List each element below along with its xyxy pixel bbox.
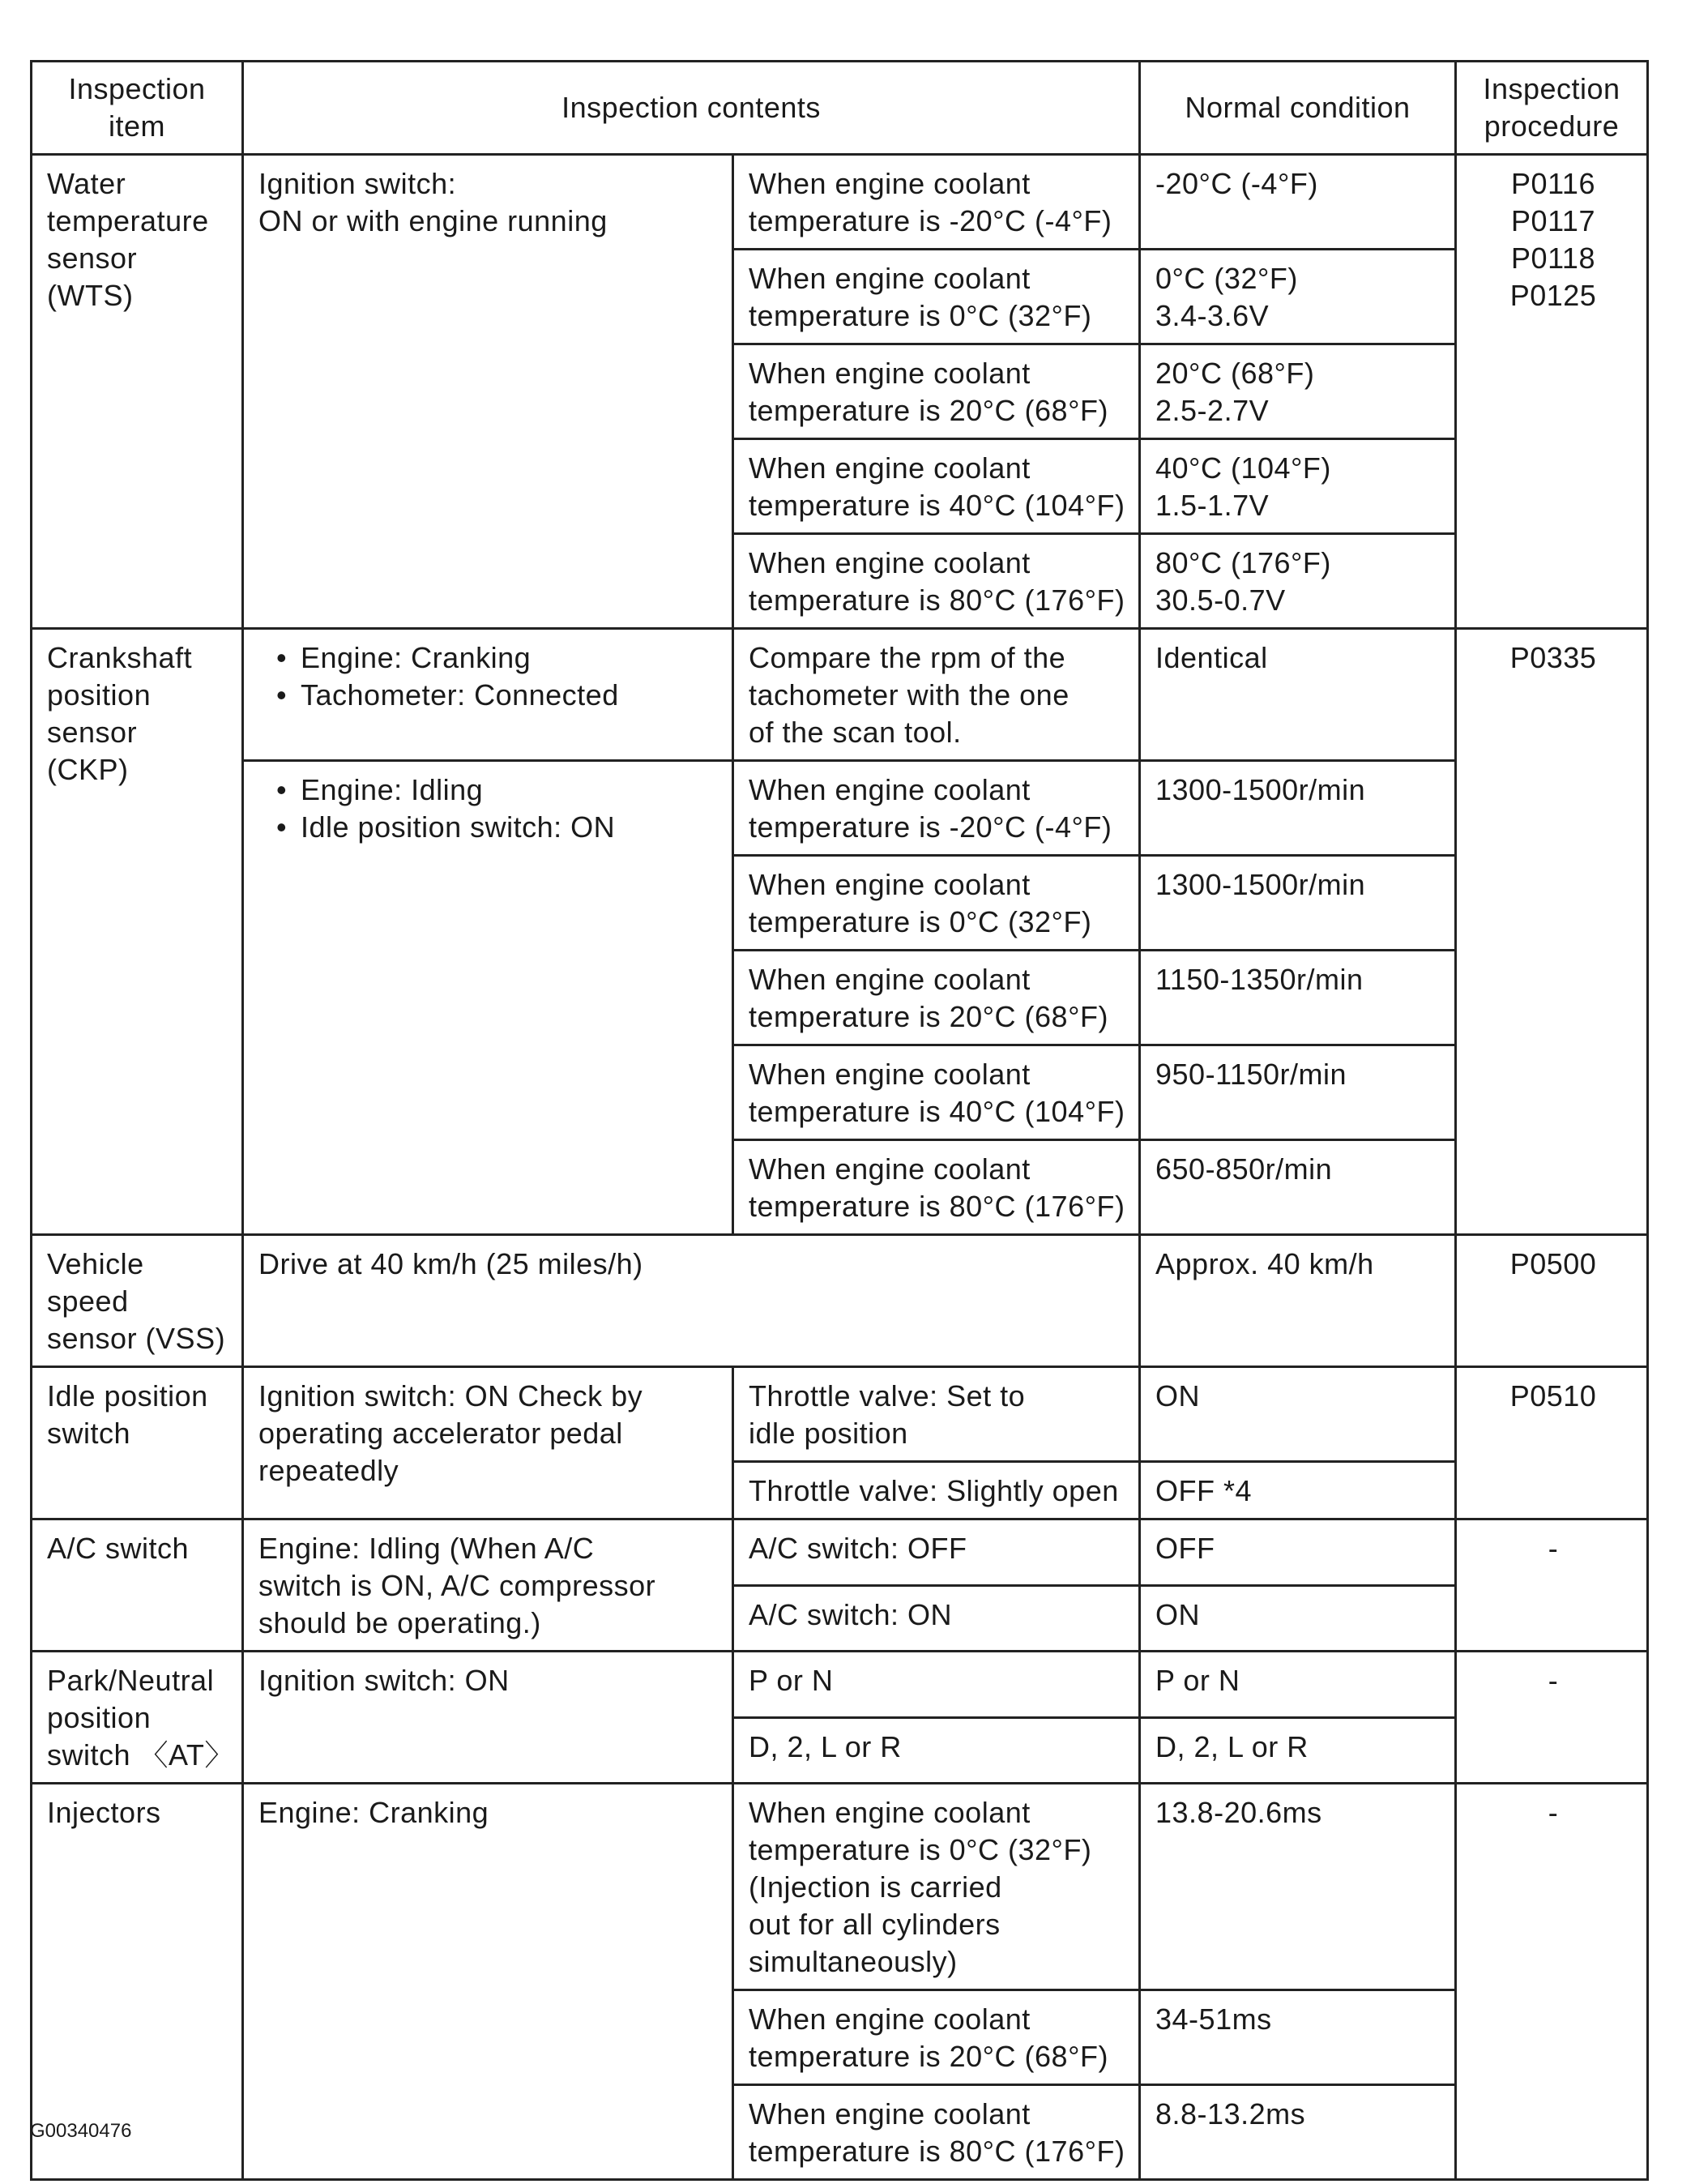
procedure-code: P0125 — [1509, 279, 1597, 312]
condition-cell: A/C switch: OFF — [733, 1519, 1140, 1586]
table-row — [32, 761, 1648, 856]
item-line: temperature — [47, 204, 209, 237]
item-line: Idle position — [47, 1379, 208, 1413]
header-item-line: Inspection — [68, 72, 206, 105]
contents-cell-ckp-cranking — [243, 629, 733, 761]
inspection-table — [30, 60, 1649, 2181]
procedure-cell-ckp: P0335 — [1456, 629, 1648, 1235]
normal-line: -20°C (-4°F) — [1155, 167, 1318, 200]
normal-cell: 950-1150r/min — [1140, 1045, 1456, 1140]
normal-cell: 1300-1500r/min — [1140, 856, 1456, 951]
header-item-line: item — [108, 109, 165, 143]
contents-cell-vss: Drive at 40 km/h (25 miles/h) — [243, 1235, 1140, 1367]
condition-line: When engine coolant — [749, 1796, 1031, 1829]
bullet-item: • Engine: Idling — [276, 771, 720, 809]
condition-line: Throttle valve: Set to — [749, 1379, 1026, 1413]
condition-line: When engine coolant — [749, 167, 1031, 200]
procedure-cell-injectors: - — [1456, 1784, 1648, 2180]
table-row — [32, 629, 1648, 761]
condition-line: temperature is 20°C (68°F) — [749, 1000, 1108, 1033]
condition-line: tachometer with the one — [749, 678, 1070, 712]
item-cell-pn — [32, 1652, 243, 1784]
item-line: switch — [47, 1417, 131, 1450]
condition-cell — [733, 1784, 1140, 1990]
item-line: (WTS) — [47, 279, 134, 312]
contents-line: repeatedly — [258, 1454, 399, 1487]
condition-cell — [733, 856, 1140, 951]
contents-line: should be operating.) — [258, 1606, 541, 1639]
condition-line: temperature is -20°C (-4°F) — [749, 810, 1112, 844]
condition-line: temperature is 80°C (176°F) — [749, 1190, 1125, 1223]
normal-cell — [1140, 344, 1456, 439]
item-cell-vss — [32, 1235, 243, 1367]
table-row — [32, 1235, 1648, 1367]
header-inspection-contents: Inspection contents — [243, 62, 1140, 155]
condition-line: temperature is 80°C (176°F) — [749, 2135, 1125, 2168]
condition-line: When engine coolant — [749, 868, 1031, 901]
table-row — [32, 155, 1648, 250]
contents-cell-injectors: Engine: Cranking — [243, 1784, 733, 2180]
normal-cell: D, 2, L or R — [1140, 1717, 1456, 1784]
contents-cell-ckp-idling — [243, 761, 733, 1235]
normal-cell: Identical — [1140, 629, 1456, 761]
table-row — [32, 1519, 1648, 1586]
normal-line: 40°C (104°F) — [1155, 451, 1331, 485]
condition-cell — [733, 250, 1140, 344]
bullet-item: • Tachometer: Connected — [276, 677, 720, 714]
normal-cell: 1300-1500r/min — [1140, 761, 1456, 856]
item-line: speed — [47, 1284, 129, 1318]
normal-cell: ON — [1140, 1585, 1456, 1652]
procedure-cell-wts — [1456, 155, 1648, 629]
condition-line: of the scan tool. — [749, 716, 962, 749]
condition-line: Compare the rpm of the — [749, 641, 1066, 674]
normal-cell: P or N — [1140, 1652, 1456, 1718]
contents-line: operating accelerator pedal — [258, 1417, 623, 1450]
item-line: switch 〈AT〉 — [47, 1738, 234, 1772]
item-cell-ac — [32, 1519, 243, 1652]
item-line: Vehicle — [47, 1247, 144, 1280]
condition-cell — [733, 1045, 1140, 1140]
header-procedure-line: procedure — [1484, 109, 1620, 143]
normal-cell: OFF *4 — [1140, 1462, 1456, 1519]
contents-line: Ignition switch: — [258, 167, 457, 200]
normal-cell: Approx. 40 km/h — [1140, 1235, 1456, 1367]
normal-cell — [1140, 250, 1456, 344]
table-row — [32, 1367, 1648, 1462]
condition-cell — [733, 439, 1140, 534]
item-line: Park/Neutral — [47, 1664, 215, 1697]
item-line: position — [47, 1701, 152, 1734]
item-line: Water — [47, 167, 126, 200]
normal-cell: 34-51ms — [1140, 1990, 1456, 2085]
condition-line: temperature is 20°C (68°F) — [749, 394, 1108, 427]
normal-cell — [1140, 439, 1456, 534]
contents-cell-wts — [243, 155, 733, 629]
condition-cell: A/C switch: ON — [733, 1585, 1140, 1652]
condition-cell — [733, 534, 1140, 629]
table-row — [32, 1652, 1648, 1718]
item-line: sensor — [47, 241, 138, 275]
condition-line: When engine coolant — [749, 357, 1031, 390]
header-inspection-item — [32, 62, 243, 155]
condition-line: temperature is 0°C (32°F) — [749, 299, 1092, 332]
condition-line: temperature is 0°C (32°F) — [749, 905, 1092, 938]
procedure-cell-idle: P0510 — [1456, 1367, 1648, 1519]
condition-line: When engine coolant — [749, 2002, 1031, 2036]
condition-line: When engine coolant — [749, 2097, 1031, 2131]
condition-cell: P or N — [733, 1652, 1140, 1718]
procedure-code: P0118 — [1511, 241, 1595, 275]
condition-cell: D, 2, L or R — [733, 1717, 1140, 1784]
procedure-code: P0116 — [1511, 167, 1595, 200]
condition-cell — [733, 1990, 1140, 2085]
condition-cell — [733, 1462, 1140, 1519]
item-cell-ckp — [32, 629, 243, 1235]
normal-cell: 13.8-20.6ms — [1140, 1784, 1456, 1990]
normal-line: 20°C (68°F) — [1155, 357, 1315, 390]
condition-cell — [733, 2085, 1140, 2180]
contents-cell-pn: Ignition switch: ON — [243, 1652, 733, 1784]
item-cell-wts — [32, 155, 243, 629]
normal-cell: OFF — [1140, 1519, 1456, 1586]
item-line: position — [47, 678, 152, 712]
condition-line: When engine coolant — [749, 773, 1031, 806]
contents-cell-idle — [243, 1367, 733, 1519]
contents-line: ON or with engine running — [258, 204, 608, 237]
normal-cell: 1150-1350r/min — [1140, 951, 1456, 1045]
condition-line: When engine coolant — [749, 963, 1031, 996]
condition-line: (Injection is carried — [749, 1870, 1002, 1904]
normal-cell: 8.8-13.2ms — [1140, 2085, 1456, 2180]
condition-line: out for all cylinders — [749, 1908, 1001, 1941]
bullet-item: • Engine: Cranking — [276, 639, 720, 677]
normal-cell — [1140, 155, 1456, 250]
item-line: Injectors — [47, 1796, 161, 1829]
contents-line: Ignition switch: ON Check by — [258, 1379, 643, 1413]
condition-line: When engine coolant — [749, 262, 1031, 295]
condition-line: temperature is 40°C (104°F) — [749, 1095, 1125, 1128]
procedure-cell-vss: P0500 — [1456, 1235, 1648, 1367]
condition-line: temperature is 80°C (176°F) — [749, 583, 1125, 617]
procedure-cell-ac: - — [1456, 1519, 1648, 1652]
condition-line: Throttle valve: Slightly open — [749, 1474, 1119, 1507]
condition-line: When engine coolant — [749, 1058, 1031, 1091]
condition-cell — [733, 155, 1140, 250]
item-line: sensor (VSS) — [47, 1322, 226, 1355]
condition-line: When engine coolant — [749, 546, 1031, 579]
item-line: (CKP) — [47, 753, 129, 786]
normal-line: 1.5-1.7V — [1155, 489, 1270, 522]
condition-line: When engine coolant — [749, 1152, 1031, 1186]
condition-cell — [733, 1367, 1140, 1462]
header-row — [32, 62, 1648, 155]
condition-cell — [733, 629, 1140, 761]
item-line: Crankshaft — [47, 641, 193, 674]
header-inspection-procedure — [1456, 62, 1648, 155]
condition-cell — [733, 951, 1140, 1045]
contents-line: Engine: Idling (When A/C — [258, 1532, 595, 1565]
header-procedure-line: Inspection — [1483, 72, 1620, 105]
condition-line: temperature is -20°C (-4°F) — [749, 204, 1112, 237]
normal-cell — [1140, 534, 1456, 629]
contents-cell-ac — [243, 1519, 733, 1652]
condition-line: When engine coolant — [749, 451, 1031, 485]
condition-line: temperature is 0°C (32°F) — [749, 1833, 1092, 1866]
table-row — [32, 1784, 1648, 1990]
item-line: A/C switch — [47, 1532, 190, 1565]
figure-code: G00340476 — [30, 2120, 132, 2142]
normal-line: 2.5-2.7V — [1155, 394, 1270, 427]
condition-cell — [733, 761, 1140, 856]
condition-cell — [733, 1140, 1140, 1235]
normal-cell: 650-850r/min — [1140, 1140, 1456, 1235]
condition-line: temperature is 20°C (68°F) — [749, 2040, 1108, 2073]
item-line: sensor — [47, 716, 138, 749]
condition-line: idle position — [749, 1417, 908, 1450]
procedure-cell-pn: - — [1456, 1652, 1648, 1784]
condition-line: temperature is 40°C (104°F) — [749, 489, 1125, 522]
procedure-code: P0117 — [1511, 204, 1595, 237]
normal-line: 30.5-0.7V — [1155, 583, 1286, 617]
contents-line: switch is ON, A/C compressor — [258, 1569, 656, 1602]
normal-line: 80°C (176°F) — [1155, 546, 1331, 579]
header-normal-condition: Normal condition — [1140, 62, 1456, 155]
normal-line: 0°C (32°F) — [1155, 262, 1298, 295]
item-cell-idle — [32, 1367, 243, 1519]
normal-cell: ON — [1140, 1367, 1456, 1462]
normal-line: 3.4-3.6V — [1155, 299, 1270, 332]
condition-line: simultaneously) — [749, 1945, 958, 1978]
condition-cell — [733, 344, 1140, 439]
bullet-item: • Idle position switch: ON — [276, 809, 720, 846]
